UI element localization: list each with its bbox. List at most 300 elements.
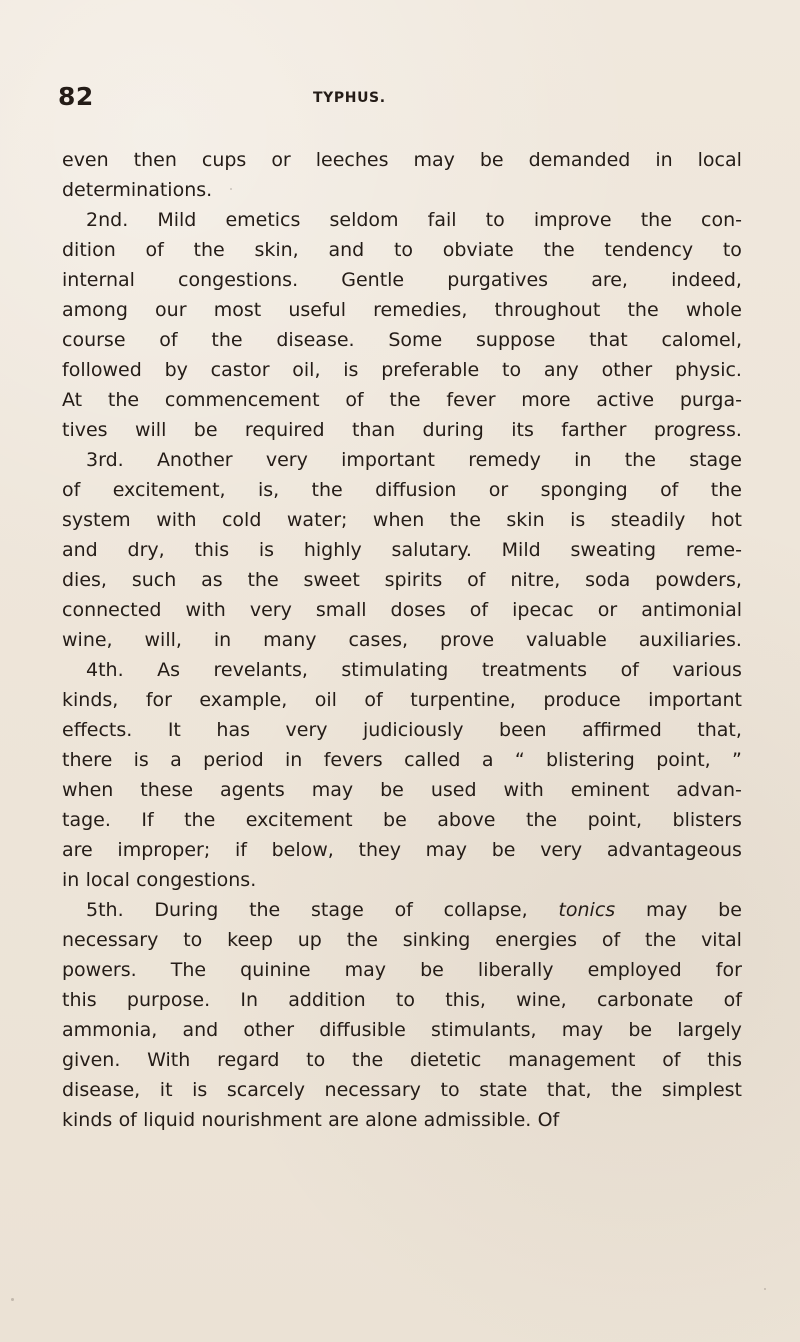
word: to: [722, 239, 742, 261]
word: to: [393, 239, 414, 261]
word: be: [718, 899, 742, 921]
word: small: [315, 599, 367, 621]
word: very: [540, 839, 583, 861]
text-line: [62, 145, 742, 175]
word: then: [133, 149, 177, 171]
word: when: [372, 509, 425, 531]
word: of: [145, 239, 164, 261]
word: has: [216, 719, 250, 741]
word: water;: [286, 509, 348, 531]
word: necessary: [62, 929, 159, 951]
word: is: [258, 539, 275, 561]
word: progress.: [653, 419, 742, 441]
word: with: [156, 509, 197, 531]
text-line: [62, 1105, 742, 1135]
word: of: [364, 689, 383, 711]
paper-speck: [11, 1298, 14, 1301]
word: powders,: [655, 569, 742, 591]
word: valuable: [525, 629, 607, 651]
text-line: [62, 1075, 742, 1105]
word: blistering: [546, 749, 635, 771]
word: improper;: [117, 839, 211, 861]
text-line: [62, 505, 742, 535]
word: remedies,: [373, 299, 468, 321]
word: sweet: [303, 569, 360, 591]
word: called: [404, 749, 461, 771]
word: even: [62, 149, 109, 171]
word: of: [62, 479, 81, 501]
word: period: [203, 749, 264, 771]
word: leeches: [315, 149, 389, 171]
word: effects.: [62, 719, 133, 741]
word: is,: [257, 479, 280, 501]
word: be: [380, 779, 404, 801]
word: with: [503, 779, 544, 801]
word: course: [62, 329, 126, 351]
text-line: [62, 385, 742, 415]
word: If: [141, 809, 154, 831]
word: be: [628, 1019, 653, 1041]
word: when: [62, 779, 114, 801]
word: of: [601, 929, 621, 951]
word: example,: [199, 689, 288, 711]
text-line: [62, 355, 742, 385]
word: of: [394, 899, 413, 921]
word: doses: [390, 599, 446, 621]
text-line: [62, 985, 742, 1015]
word: physic.: [674, 359, 742, 381]
word: addition: [288, 989, 366, 1011]
word: salutary.: [391, 539, 472, 561]
word: the: [211, 329, 243, 351]
text-line: [62, 895, 742, 925]
word: fail: [427, 209, 457, 231]
word: quinine: [240, 959, 311, 981]
word: alone: [365, 1109, 418, 1131]
word: advantageous: [606, 839, 742, 861]
word: this: [62, 989, 97, 1011]
word: is: [570, 509, 586, 531]
word: sinking: [402, 929, 471, 951]
word: state: [479, 1079, 528, 1101]
word: judiciously: [363, 719, 464, 741]
word: Gentle: [341, 269, 405, 291]
word: various: [672, 659, 742, 681]
word: given.: [62, 1049, 121, 1071]
page-header: [58, 82, 678, 122]
word: other: [243, 1019, 295, 1041]
word: determinations.: [62, 179, 213, 201]
text-line: [62, 415, 742, 445]
word: prove: [440, 629, 495, 651]
word: many: [263, 629, 317, 651]
word: highly: [303, 539, 362, 561]
word: whole: [685, 299, 742, 321]
word: a: [481, 749, 494, 771]
word: obviate: [442, 239, 514, 261]
text-line: [62, 625, 742, 655]
word: stimulating: [341, 659, 449, 681]
word: skin: [506, 509, 545, 531]
word: congestions.: [136, 869, 257, 891]
word: the: [193, 239, 225, 261]
word: above: [437, 809, 496, 831]
word: connected: [62, 599, 162, 621]
text-line: [62, 595, 742, 625]
word: disease.: [276, 329, 355, 351]
word: fevers: [323, 749, 383, 771]
word: the: [352, 1049, 384, 1071]
word: steadily: [610, 509, 686, 531]
word: to: [395, 989, 415, 1011]
word: As: [157, 659, 181, 681]
word: these: [140, 779, 194, 801]
word: be: [383, 809, 407, 831]
text-line: [62, 235, 742, 265]
word: Of: [537, 1109, 560, 1131]
word: to: [502, 359, 522, 381]
word: skin,: [254, 239, 299, 261]
word: ammonia,: [62, 1019, 158, 1041]
word: auxiliaries.: [638, 629, 742, 651]
word: eminent: [570, 779, 650, 801]
word: agents: [220, 779, 285, 801]
word: excitement,: [112, 479, 226, 501]
word: oil,: [292, 359, 321, 381]
text-line: [62, 865, 742, 895]
word: the: [249, 899, 281, 921]
word: in: [655, 149, 673, 171]
word: With: [147, 1049, 191, 1071]
word: that: [589, 329, 628, 351]
word: seldom: [329, 209, 399, 231]
word: the: [640, 209, 672, 231]
word: to: [440, 1079, 460, 1101]
word: tendency: [604, 239, 694, 261]
word: emetics: [225, 209, 301, 231]
word: this: [194, 539, 230, 561]
word: stage: [311, 899, 364, 921]
word: oil: [314, 689, 337, 711]
word: Mild: [157, 209, 197, 231]
word: the: [624, 449, 656, 471]
word: been: [499, 719, 547, 741]
text-line: [62, 955, 742, 985]
text-line: [62, 265, 742, 295]
text-line: [62, 1015, 742, 1045]
word: during: [422, 419, 484, 441]
word: or: [271, 149, 291, 171]
word: may: [311, 779, 354, 801]
word: stage: [689, 449, 742, 471]
word: tonics: [558, 899, 616, 921]
word: regard: [217, 1049, 280, 1071]
word: indeed,: [671, 269, 742, 291]
word: in: [213, 629, 232, 651]
word: required: [244, 419, 325, 441]
word: turpentine,: [410, 689, 516, 711]
word: may: [425, 839, 468, 861]
text-line: [62, 655, 742, 685]
word: are: [62, 839, 93, 861]
text-line: [62, 685, 742, 715]
word: wine,: [62, 629, 113, 651]
word: be: [491, 839, 516, 861]
word: most: [213, 299, 262, 321]
word: commencement: [164, 389, 320, 411]
word: necessary: [324, 1079, 421, 1101]
word: improve: [533, 209, 612, 231]
word: ”: [732, 749, 742, 771]
word: more: [521, 389, 571, 411]
word: the: [611, 1079, 643, 1101]
word: to: [485, 209, 505, 231]
word: purpose.: [126, 989, 211, 1011]
word: castor: [210, 359, 270, 381]
word: nourishment: [201, 1109, 322, 1131]
word: remedy: [468, 449, 541, 471]
word: carbonate: [596, 989, 694, 1011]
word: that,: [697, 719, 742, 741]
word: The: [170, 959, 207, 981]
word: in: [285, 749, 303, 771]
word: the: [184, 809, 216, 831]
running-head: TYPHUS.: [313, 90, 386, 106]
word: local: [85, 869, 130, 891]
word: admissible.: [423, 1109, 532, 1131]
word: the: [525, 809, 558, 831]
text-line: [62, 835, 742, 865]
word: stimulants,: [431, 1019, 537, 1041]
word: any: [543, 359, 579, 381]
word: cold: [221, 509, 262, 531]
word: is: [192, 1079, 208, 1101]
word: management: [508, 1049, 636, 1071]
word: will,: [144, 629, 182, 651]
text-line: [62, 205, 742, 235]
word: sweating: [570, 539, 657, 561]
word: if: [234, 839, 247, 861]
word: suppose: [476, 329, 556, 351]
word: useful: [288, 299, 346, 321]
word: Some: [388, 329, 443, 351]
word: important: [341, 449, 436, 471]
word: it: [159, 1079, 173, 1101]
word: in: [574, 449, 592, 471]
word: kinds,: [62, 689, 119, 711]
word: congestions.: [178, 269, 299, 291]
word: very: [285, 719, 328, 741]
word: below,: [271, 839, 334, 861]
word: be: [193, 419, 218, 441]
word: this,: [445, 989, 486, 1011]
word: may: [561, 1019, 604, 1041]
word: Another: [156, 449, 233, 471]
word: antimonial: [641, 599, 742, 621]
word: other: [601, 359, 653, 381]
word: to: [306, 1049, 326, 1071]
word: among: [62, 299, 128, 321]
word: with: [185, 599, 226, 621]
word: Mild: [501, 539, 541, 561]
text-line: [62, 775, 742, 805]
text-line: [62, 745, 742, 775]
word: of: [469, 599, 489, 621]
text-line: [62, 445, 742, 475]
word: and: [182, 1019, 219, 1041]
text-line: [62, 925, 742, 955]
word: be: [420, 959, 444, 981]
word: energies: [495, 929, 578, 951]
word: cases,: [348, 629, 409, 651]
word: the: [107, 389, 140, 411]
word: excitement: [245, 809, 353, 831]
word: ipecac: [512, 599, 574, 621]
word: that,: [546, 1079, 592, 1101]
word: local: [697, 149, 742, 171]
word: system: [62, 509, 131, 531]
word: advan-: [676, 779, 742, 801]
word: and: [62, 539, 98, 561]
text-line: [62, 535, 742, 565]
text-line: [62, 565, 742, 595]
word: the: [645, 929, 677, 951]
word: the: [389, 389, 421, 411]
word: diffusion: [375, 479, 457, 501]
word: vital: [701, 929, 742, 951]
word: employed: [587, 959, 682, 981]
word: nitre,: [510, 569, 561, 591]
word: be: [479, 149, 504, 171]
word: sponging: [540, 479, 628, 501]
word: our: [155, 299, 187, 321]
page-number: 82: [58, 82, 94, 111]
word: than: [351, 419, 396, 441]
word: treatments: [481, 659, 588, 681]
body-text: [62, 145, 742, 1265]
word: the: [543, 239, 575, 261]
word: of: [467, 569, 486, 591]
word: powers.: [62, 959, 137, 981]
word: In: [240, 989, 258, 1011]
word: or: [597, 599, 618, 621]
word: kinds: [62, 1109, 113, 1131]
word: the: [247, 569, 279, 591]
word: tives: [62, 419, 108, 441]
word: dies,: [62, 569, 107, 591]
word: such: [131, 569, 177, 591]
word: keep: [227, 929, 273, 951]
word: up: [297, 929, 322, 951]
word: may: [645, 899, 688, 921]
text-line: [62, 295, 742, 325]
word: point,: [656, 749, 711, 771]
word: the: [346, 929, 378, 951]
word: may: [344, 959, 387, 981]
word: 5th.: [86, 899, 124, 921]
word: of: [723, 989, 742, 1011]
word: revelants,: [213, 659, 308, 681]
word: affirmed: [582, 719, 662, 741]
word: point,: [587, 809, 643, 831]
word: will: [134, 419, 167, 441]
word: liberally: [477, 959, 554, 981]
word: is: [133, 749, 149, 771]
word: blisters: [672, 809, 742, 831]
word: of: [118, 1109, 137, 1131]
word: con-: [701, 209, 742, 231]
word: 4th.: [86, 659, 124, 681]
word: its: [511, 419, 534, 441]
word: At: [62, 389, 83, 411]
word: or: [488, 479, 509, 501]
word: disease,: [62, 1079, 141, 1101]
word: for: [715, 959, 742, 981]
word: During: [154, 899, 219, 921]
word: dietetic: [410, 1049, 482, 1071]
word: fever: [446, 389, 496, 411]
word: It: [167, 719, 181, 741]
word: spirits: [384, 569, 443, 591]
word: of: [620, 659, 639, 681]
text-line: [62, 715, 742, 745]
text-line: [62, 325, 742, 355]
word: liquid: [143, 1109, 196, 1131]
word: and: [328, 239, 365, 261]
word: internal: [62, 269, 135, 291]
word: a: [170, 749, 182, 771]
word: throughout: [494, 299, 601, 321]
word: the: [449, 509, 481, 531]
paper-speck: [230, 188, 232, 190]
word: important: [648, 689, 742, 711]
word: of: [345, 389, 364, 411]
text-line: [62, 1045, 742, 1075]
word: dition: [62, 239, 116, 261]
word: 2nd.: [86, 209, 129, 231]
word: are: [328, 1109, 359, 1131]
word: wine,: [516, 989, 567, 1011]
word: very: [265, 449, 308, 471]
word: scarcely: [226, 1079, 305, 1101]
word: produce: [543, 689, 621, 711]
word: to: [183, 929, 203, 951]
word: cups: [201, 149, 247, 171]
word: hot: [710, 509, 742, 531]
word: of: [660, 479, 679, 501]
word: soda: [585, 569, 631, 591]
word: there: [62, 749, 113, 771]
word: collapse,: [443, 899, 528, 921]
word: active: [596, 389, 655, 411]
word: purgatives: [447, 269, 549, 291]
word: may: [413, 149, 455, 171]
word: used: [430, 779, 477, 801]
word: simplest: [661, 1079, 742, 1101]
word: by: [164, 359, 188, 381]
word: is: [343, 359, 359, 381]
word: very: [249, 599, 292, 621]
word: “: [514, 749, 525, 771]
word: purga-: [679, 389, 742, 411]
word: reme-: [685, 539, 742, 561]
word: farther: [561, 419, 627, 441]
word: in: [62, 869, 80, 891]
word: tage.: [62, 809, 111, 831]
word: of: [662, 1049, 681, 1071]
word: the: [627, 299, 659, 321]
word: followed: [62, 359, 142, 381]
